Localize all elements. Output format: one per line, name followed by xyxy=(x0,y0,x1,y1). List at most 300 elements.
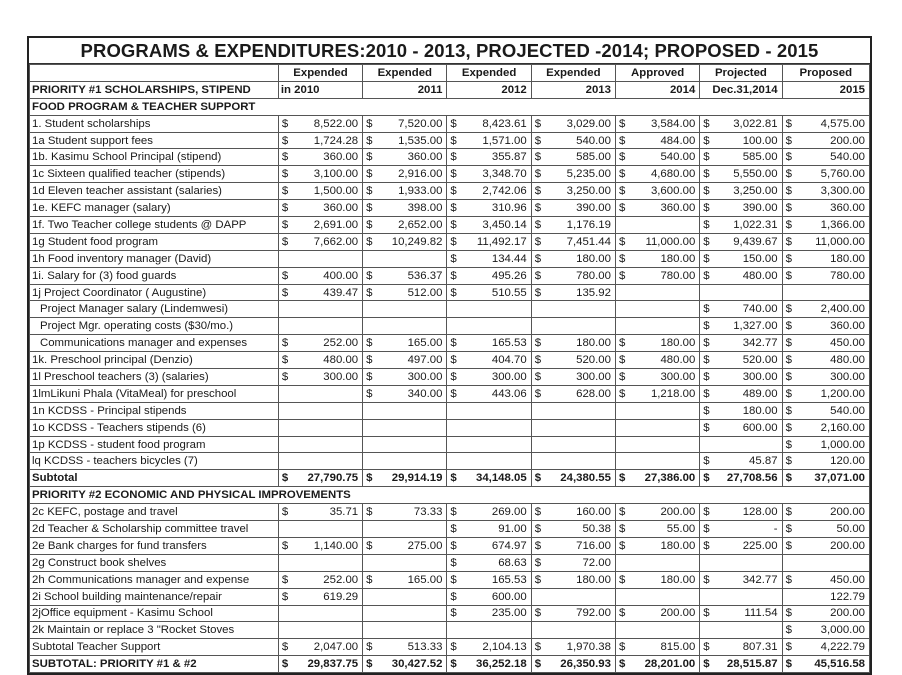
header-status-2010: Expended xyxy=(278,65,362,82)
amount-cell xyxy=(376,318,447,335)
currency-sign xyxy=(700,284,713,301)
currency-sign xyxy=(278,402,291,419)
amount-cell: 27,790.75 xyxy=(291,470,362,487)
currency-sign: $ xyxy=(531,335,544,352)
amount-cell: 1,218.00 xyxy=(629,385,700,402)
currency-sign: $ xyxy=(278,183,291,200)
amount-cell xyxy=(795,554,869,571)
currency-sign: $ xyxy=(531,149,544,166)
currency-sign xyxy=(363,605,376,622)
row-label: 1f. Two Teacher college students @ DAPP xyxy=(30,217,279,234)
amount-cell: 269.00 xyxy=(460,504,531,521)
amount-cell: 1,000.00 xyxy=(795,436,869,453)
amount-cell: 27,386.00 xyxy=(629,470,700,487)
section-heading-row xyxy=(30,487,870,504)
currency-sign xyxy=(278,385,291,402)
currency-sign: $ xyxy=(447,233,460,250)
currency-sign: $ xyxy=(782,402,795,419)
amount-cell: 300.00 xyxy=(376,369,447,386)
currency-sign: $ xyxy=(363,385,376,402)
currency-sign: $ xyxy=(531,267,544,284)
currency-sign xyxy=(447,622,460,639)
line-item-row xyxy=(30,504,870,521)
currency-sign: $ xyxy=(447,588,460,605)
amount-cell: 45.87 xyxy=(713,453,782,470)
amount-cell xyxy=(629,402,700,419)
currency-sign: $ xyxy=(363,166,376,183)
currency-sign xyxy=(278,521,291,538)
currency-sign: $ xyxy=(700,200,713,217)
amount-cell xyxy=(629,588,700,605)
amount-cell: 72.00 xyxy=(544,554,615,571)
amount-cell: 807.31 xyxy=(713,639,782,656)
amount-cell: 360.00 xyxy=(795,200,869,217)
amount-cell xyxy=(795,284,869,301)
amount-cell: 1,970.38 xyxy=(544,639,615,656)
amount-cell xyxy=(460,318,531,335)
row-label: lq KCDSS - teachers bicycles (7) xyxy=(30,453,279,470)
currency-sign: $ xyxy=(363,149,376,166)
amount-cell: 8,423.61 xyxy=(460,115,531,132)
amount-cell: 3,100.00 xyxy=(291,166,362,183)
amount-cell: 2,104.13 xyxy=(460,639,531,656)
amount-cell: 11,492.17 xyxy=(460,233,531,250)
amount-cell: 8,522.00 xyxy=(291,115,362,132)
row-label: 1c Sixteen qualified teacher (stipends) xyxy=(30,166,279,183)
amount-cell: 3,000.00 xyxy=(795,622,869,639)
row-label: 1b. Kasimu School Principal (stipend) xyxy=(30,149,279,166)
header-status-projected: Projected xyxy=(700,65,782,82)
currency-sign: $ xyxy=(700,267,713,284)
currency-sign: $ xyxy=(782,217,795,234)
amount-cell: 1,140.00 xyxy=(291,537,362,554)
row-label: 2i School building maintenance/repair xyxy=(30,588,279,605)
amount-cell: 9,439.67 xyxy=(713,233,782,250)
row-label: 1lmLikuni Phala (VitaMeal) for preschool xyxy=(30,385,279,402)
amount-cell: 100.00 xyxy=(713,132,782,149)
amount-cell xyxy=(629,318,700,335)
amount-cell: 27,708.56 xyxy=(713,470,782,487)
row-label: 2e Bank charges for fund transfers xyxy=(30,537,279,554)
amount-cell: 780.00 xyxy=(629,267,700,284)
row-label: 1i. Salary for (3) food guards xyxy=(30,267,279,284)
currency-sign: $ xyxy=(700,352,713,369)
currency-sign: $ xyxy=(531,385,544,402)
amount-cell: 400.00 xyxy=(291,267,362,284)
currency-sign: $ xyxy=(363,571,376,588)
header-year-2011: 2011 xyxy=(363,81,447,98)
amount-cell xyxy=(291,521,362,538)
line-item-row xyxy=(30,183,870,200)
amount-cell: 2,400.00 xyxy=(795,301,869,318)
amount-cell: 443.06 xyxy=(460,385,531,402)
amount-cell: 513.33 xyxy=(376,639,447,656)
currency-sign: $ xyxy=(278,470,291,487)
currency-sign: $ xyxy=(615,385,628,402)
amount-cell: 536.37 xyxy=(376,267,447,284)
amount-cell: 1,933.00 xyxy=(376,183,447,200)
amount-cell xyxy=(376,588,447,605)
row-label: 2jOffice equipment - Kasimu School xyxy=(30,605,279,622)
currency-sign xyxy=(363,436,376,453)
currency-sign: $ xyxy=(782,149,795,166)
currency-sign: $ xyxy=(782,183,795,200)
amount-cell: 520.00 xyxy=(713,352,782,369)
currency-sign: $ xyxy=(447,537,460,554)
amount-cell xyxy=(460,402,531,419)
line-item-row xyxy=(30,605,870,622)
currency-sign xyxy=(531,622,544,639)
amount-cell: 68.63 xyxy=(460,554,531,571)
currency-sign: $ xyxy=(782,200,795,217)
row-label: 1g Student food program xyxy=(30,233,279,250)
amount-cell: 674.97 xyxy=(460,537,531,554)
amount-cell: 165.00 xyxy=(376,571,447,588)
line-item-row xyxy=(30,537,870,554)
line-item-row xyxy=(30,419,870,436)
amount-cell: 2,742.06 xyxy=(460,183,531,200)
currency-sign: $ xyxy=(278,166,291,183)
amount-cell: 2,691.00 xyxy=(291,217,362,234)
currency-sign: $ xyxy=(447,504,460,521)
currency-sign: $ xyxy=(782,656,795,673)
amount-cell xyxy=(376,605,447,622)
amount-cell: - xyxy=(713,521,782,538)
currency-sign xyxy=(278,318,291,335)
subtotal-row xyxy=(30,470,870,487)
currency-sign: $ xyxy=(363,267,376,284)
amount-cell: 35.71 xyxy=(291,504,362,521)
currency-sign: $ xyxy=(278,217,291,234)
line-item-row xyxy=(30,200,870,217)
amount-cell: 29,914.19 xyxy=(376,470,447,487)
amount-cell xyxy=(544,402,615,419)
currency-sign: $ xyxy=(447,267,460,284)
header-status-2015: Proposed xyxy=(782,65,869,82)
amount-cell: 7,520.00 xyxy=(376,115,447,132)
amount-cell: 450.00 xyxy=(795,571,869,588)
currency-sign: $ xyxy=(447,470,460,487)
currency-sign xyxy=(447,301,460,318)
amount-cell: 180.00 xyxy=(629,250,700,267)
currency-sign xyxy=(531,436,544,453)
currency-sign: $ xyxy=(615,504,628,521)
header-blank-cell xyxy=(30,65,279,82)
amount-cell: 390.00 xyxy=(713,200,782,217)
amount-cell xyxy=(460,622,531,639)
row-label: Project Manager salary (Lindemwesi) xyxy=(30,301,279,318)
section-heading: FOOD PROGRAM & TEACHER SUPPORT xyxy=(30,98,870,115)
currency-sign xyxy=(531,301,544,318)
currency-sign: $ xyxy=(278,639,291,656)
amount-cell: 128.00 xyxy=(713,504,782,521)
amount-cell: 540.00 xyxy=(629,149,700,166)
amount-cell: 26,350.93 xyxy=(544,656,615,673)
amount-cell: 510.55 xyxy=(460,284,531,301)
row-label: Communications manager and expenses xyxy=(30,335,279,352)
row-label: Subtotal Teacher Support xyxy=(30,639,279,656)
row-label: 1p KCDSS - student food program xyxy=(30,436,279,453)
currency-sign: $ xyxy=(278,335,291,352)
line-item-row xyxy=(30,318,870,335)
currency-sign: $ xyxy=(531,470,544,487)
amount-cell: 585.00 xyxy=(713,149,782,166)
amount-cell: 398.00 xyxy=(376,200,447,217)
amount-cell: 5,235.00 xyxy=(544,166,615,183)
amount-cell xyxy=(291,318,362,335)
amount-cell xyxy=(376,622,447,639)
amount-cell xyxy=(291,554,362,571)
amount-cell: 225.00 xyxy=(713,537,782,554)
currency-sign: $ xyxy=(531,554,544,571)
currency-sign: $ xyxy=(531,605,544,622)
currency-sign xyxy=(615,588,628,605)
amount-cell xyxy=(376,554,447,571)
currency-sign: $ xyxy=(531,352,544,369)
currency-sign: $ xyxy=(363,504,376,521)
amount-cell: 5,760.00 xyxy=(795,166,869,183)
line-item-row xyxy=(30,639,870,656)
amount-cell xyxy=(376,402,447,419)
currency-sign xyxy=(615,419,628,436)
amount-cell: 3,022.81 xyxy=(713,115,782,132)
amount-cell: 122.79 xyxy=(782,588,869,605)
amount-cell: 495.26 xyxy=(460,267,531,284)
amount-cell xyxy=(291,250,362,267)
line-item-row xyxy=(30,436,870,453)
currency-sign xyxy=(615,622,628,639)
currency-sign: $ xyxy=(531,132,544,149)
amount-cell xyxy=(460,436,531,453)
currency-sign: $ xyxy=(615,656,628,673)
row-label: 2d Teacher & Scholarship committee travel xyxy=(30,521,279,538)
header-row-years xyxy=(30,81,870,98)
currency-sign: $ xyxy=(278,369,291,386)
amount-cell xyxy=(629,419,700,436)
currency-sign: $ xyxy=(782,470,795,487)
currency-sign: $ xyxy=(615,149,628,166)
currency-sign: $ xyxy=(700,369,713,386)
section-heading-row xyxy=(30,98,870,115)
amount-cell: 165.53 xyxy=(460,571,531,588)
amount-cell: 111.54 xyxy=(713,605,782,622)
amount-cell: 37,071.00 xyxy=(795,470,869,487)
currency-sign: $ xyxy=(782,318,795,335)
currency-sign xyxy=(447,453,460,470)
row-label: 1a Student support fees xyxy=(30,132,279,149)
amount-cell xyxy=(629,284,700,301)
currency-sign: $ xyxy=(782,639,795,656)
amount-cell: 300.00 xyxy=(713,369,782,386)
amount-cell: 300.00 xyxy=(460,369,531,386)
amount-cell: 2,047.00 xyxy=(291,639,362,656)
currency-sign: $ xyxy=(700,183,713,200)
currency-sign xyxy=(531,419,544,436)
amount-cell: 5,550.00 xyxy=(713,166,782,183)
row-label: 1. Student scholarships xyxy=(30,115,279,132)
currency-sign: $ xyxy=(782,521,795,538)
currency-sign xyxy=(278,554,291,571)
currency-sign xyxy=(278,453,291,470)
currency-sign xyxy=(447,436,460,453)
currency-sign xyxy=(363,622,376,639)
currency-sign: $ xyxy=(700,217,713,234)
currency-sign xyxy=(700,436,713,453)
currency-sign: $ xyxy=(363,132,376,149)
amount-cell xyxy=(544,419,615,436)
currency-sign: $ xyxy=(782,419,795,436)
currency-sign: $ xyxy=(615,250,628,267)
amount-cell xyxy=(291,301,362,318)
amount-cell: 2,916.00 xyxy=(376,166,447,183)
amount-cell: 540.00 xyxy=(544,132,615,149)
currency-sign: $ xyxy=(363,233,376,250)
row-label: 1d Eleven teacher assistant (salaries) xyxy=(30,183,279,200)
amount-cell: 3,300.00 xyxy=(795,183,869,200)
amount-cell xyxy=(376,436,447,453)
amount-cell xyxy=(629,217,700,234)
currency-sign: $ xyxy=(363,335,376,352)
currency-sign: $ xyxy=(700,301,713,318)
row-label: SUBTOTAL: PRIORITY #1 & #2 xyxy=(30,656,279,673)
amount-cell: 390.00 xyxy=(544,200,615,217)
row-label: 2g Construct book shelves xyxy=(30,554,279,571)
currency-sign: $ xyxy=(782,267,795,284)
amount-cell: 1,022.31 xyxy=(713,217,782,234)
amount-cell: 520.00 xyxy=(544,352,615,369)
header-year-2013: 2013 xyxy=(531,81,615,98)
currency-sign: $ xyxy=(615,369,628,386)
amount-cell: 10,249.82 xyxy=(376,233,447,250)
amount-cell: 1,200.00 xyxy=(795,385,869,402)
amount-cell: 540.00 xyxy=(795,149,869,166)
header-year-2014: 2014 xyxy=(615,81,699,98)
currency-sign xyxy=(615,318,628,335)
amount-cell: 512.00 xyxy=(376,284,447,301)
currency-sign xyxy=(363,554,376,571)
currency-sign: $ xyxy=(700,453,713,470)
amount-cell: 780.00 xyxy=(544,267,615,284)
amount-cell: 300.00 xyxy=(291,369,362,386)
currency-sign: $ xyxy=(615,639,628,656)
line-item-row xyxy=(30,284,870,301)
currency-sign xyxy=(615,402,628,419)
header-year-projected: Dec.31,2014 xyxy=(700,81,782,98)
currency-sign: $ xyxy=(782,115,795,132)
currency-sign: $ xyxy=(700,504,713,521)
amount-cell: 180.00 xyxy=(629,335,700,352)
currency-sign: $ xyxy=(363,284,376,301)
line-item-row xyxy=(30,132,870,149)
amount-cell xyxy=(544,301,615,318)
amount-cell: 497.00 xyxy=(376,352,447,369)
amount-cell: 55.00 xyxy=(629,521,700,538)
amount-cell: 480.00 xyxy=(795,352,869,369)
amount-cell: 235.00 xyxy=(460,605,531,622)
amount-cell: 28,201.00 xyxy=(629,656,700,673)
currency-sign: $ xyxy=(363,656,376,673)
amount-cell: 740.00 xyxy=(713,301,782,318)
currency-sign xyxy=(615,284,628,301)
amount-cell: 180.00 xyxy=(544,250,615,267)
header-status-2011: Expended xyxy=(363,65,447,82)
currency-sign: $ xyxy=(700,470,713,487)
line-item-row xyxy=(30,301,870,318)
currency-sign: $ xyxy=(278,588,291,605)
currency-sign: $ xyxy=(615,335,628,352)
amount-cell xyxy=(291,402,362,419)
amount-cell: 3,600.00 xyxy=(629,183,700,200)
amount-cell xyxy=(629,622,700,639)
currency-sign xyxy=(531,453,544,470)
currency-sign: $ xyxy=(615,521,628,538)
currency-sign: $ xyxy=(615,183,628,200)
amount-cell: 28,515.87 xyxy=(713,656,782,673)
amount-cell: 1,176.19 xyxy=(544,217,615,234)
amount-cell: 180.00 xyxy=(544,571,615,588)
currency-sign xyxy=(531,588,544,605)
amount-cell: 360.00 xyxy=(291,200,362,217)
currency-sign xyxy=(615,436,628,453)
currency-sign: $ xyxy=(700,149,713,166)
currency-sign: $ xyxy=(278,200,291,217)
currency-sign xyxy=(363,521,376,538)
amount-cell xyxy=(629,554,700,571)
amount-cell: 484.00 xyxy=(629,132,700,149)
amount-cell: 450.00 xyxy=(795,335,869,352)
line-item-row xyxy=(30,521,870,538)
row-label: 2h Communications manager and expense xyxy=(30,571,279,588)
line-item-row xyxy=(30,554,870,571)
currency-sign: $ xyxy=(447,571,460,588)
amount-cell: 4,222.79 xyxy=(795,639,869,656)
amount-cell: 11,000.00 xyxy=(795,233,869,250)
row-label: 1n KCDSS - Principal stipends xyxy=(30,402,279,419)
currency-sign: $ xyxy=(700,402,713,419)
currency-sign: $ xyxy=(278,132,291,149)
currency-sign: $ xyxy=(615,470,628,487)
amount-cell: 480.00 xyxy=(629,352,700,369)
header-status-2014: Approved xyxy=(615,65,699,82)
currency-sign: $ xyxy=(700,605,713,622)
currency-sign: $ xyxy=(700,521,713,538)
amount-cell: 4,575.00 xyxy=(795,115,869,132)
currency-sign: $ xyxy=(447,554,460,571)
currency-sign: $ xyxy=(447,352,460,369)
header-status-2013: Expended xyxy=(531,65,615,82)
currency-sign xyxy=(447,402,460,419)
amount-cell: 360.00 xyxy=(795,318,869,335)
currency-sign xyxy=(278,605,291,622)
amount-cell: 165.00 xyxy=(376,335,447,352)
currency-sign: $ xyxy=(531,656,544,673)
amount-cell xyxy=(291,453,362,470)
line-item-row xyxy=(30,250,870,267)
amount-cell: 3,348.70 xyxy=(460,166,531,183)
currency-sign: $ xyxy=(531,115,544,132)
currency-sign xyxy=(531,318,544,335)
currency-sign xyxy=(363,250,376,267)
amount-cell xyxy=(629,453,700,470)
currency-sign xyxy=(700,622,713,639)
amount-cell: 815.00 xyxy=(629,639,700,656)
amount-cell: 480.00 xyxy=(713,267,782,284)
amount-cell: 200.00 xyxy=(629,605,700,622)
currency-sign: $ xyxy=(278,115,291,132)
amount-cell: 310.96 xyxy=(460,200,531,217)
priority-1-heading: PRIORITY #1 SCHOLARSHIPS, STIPEND xyxy=(30,81,279,98)
amount-cell: 1,535.00 xyxy=(376,132,447,149)
